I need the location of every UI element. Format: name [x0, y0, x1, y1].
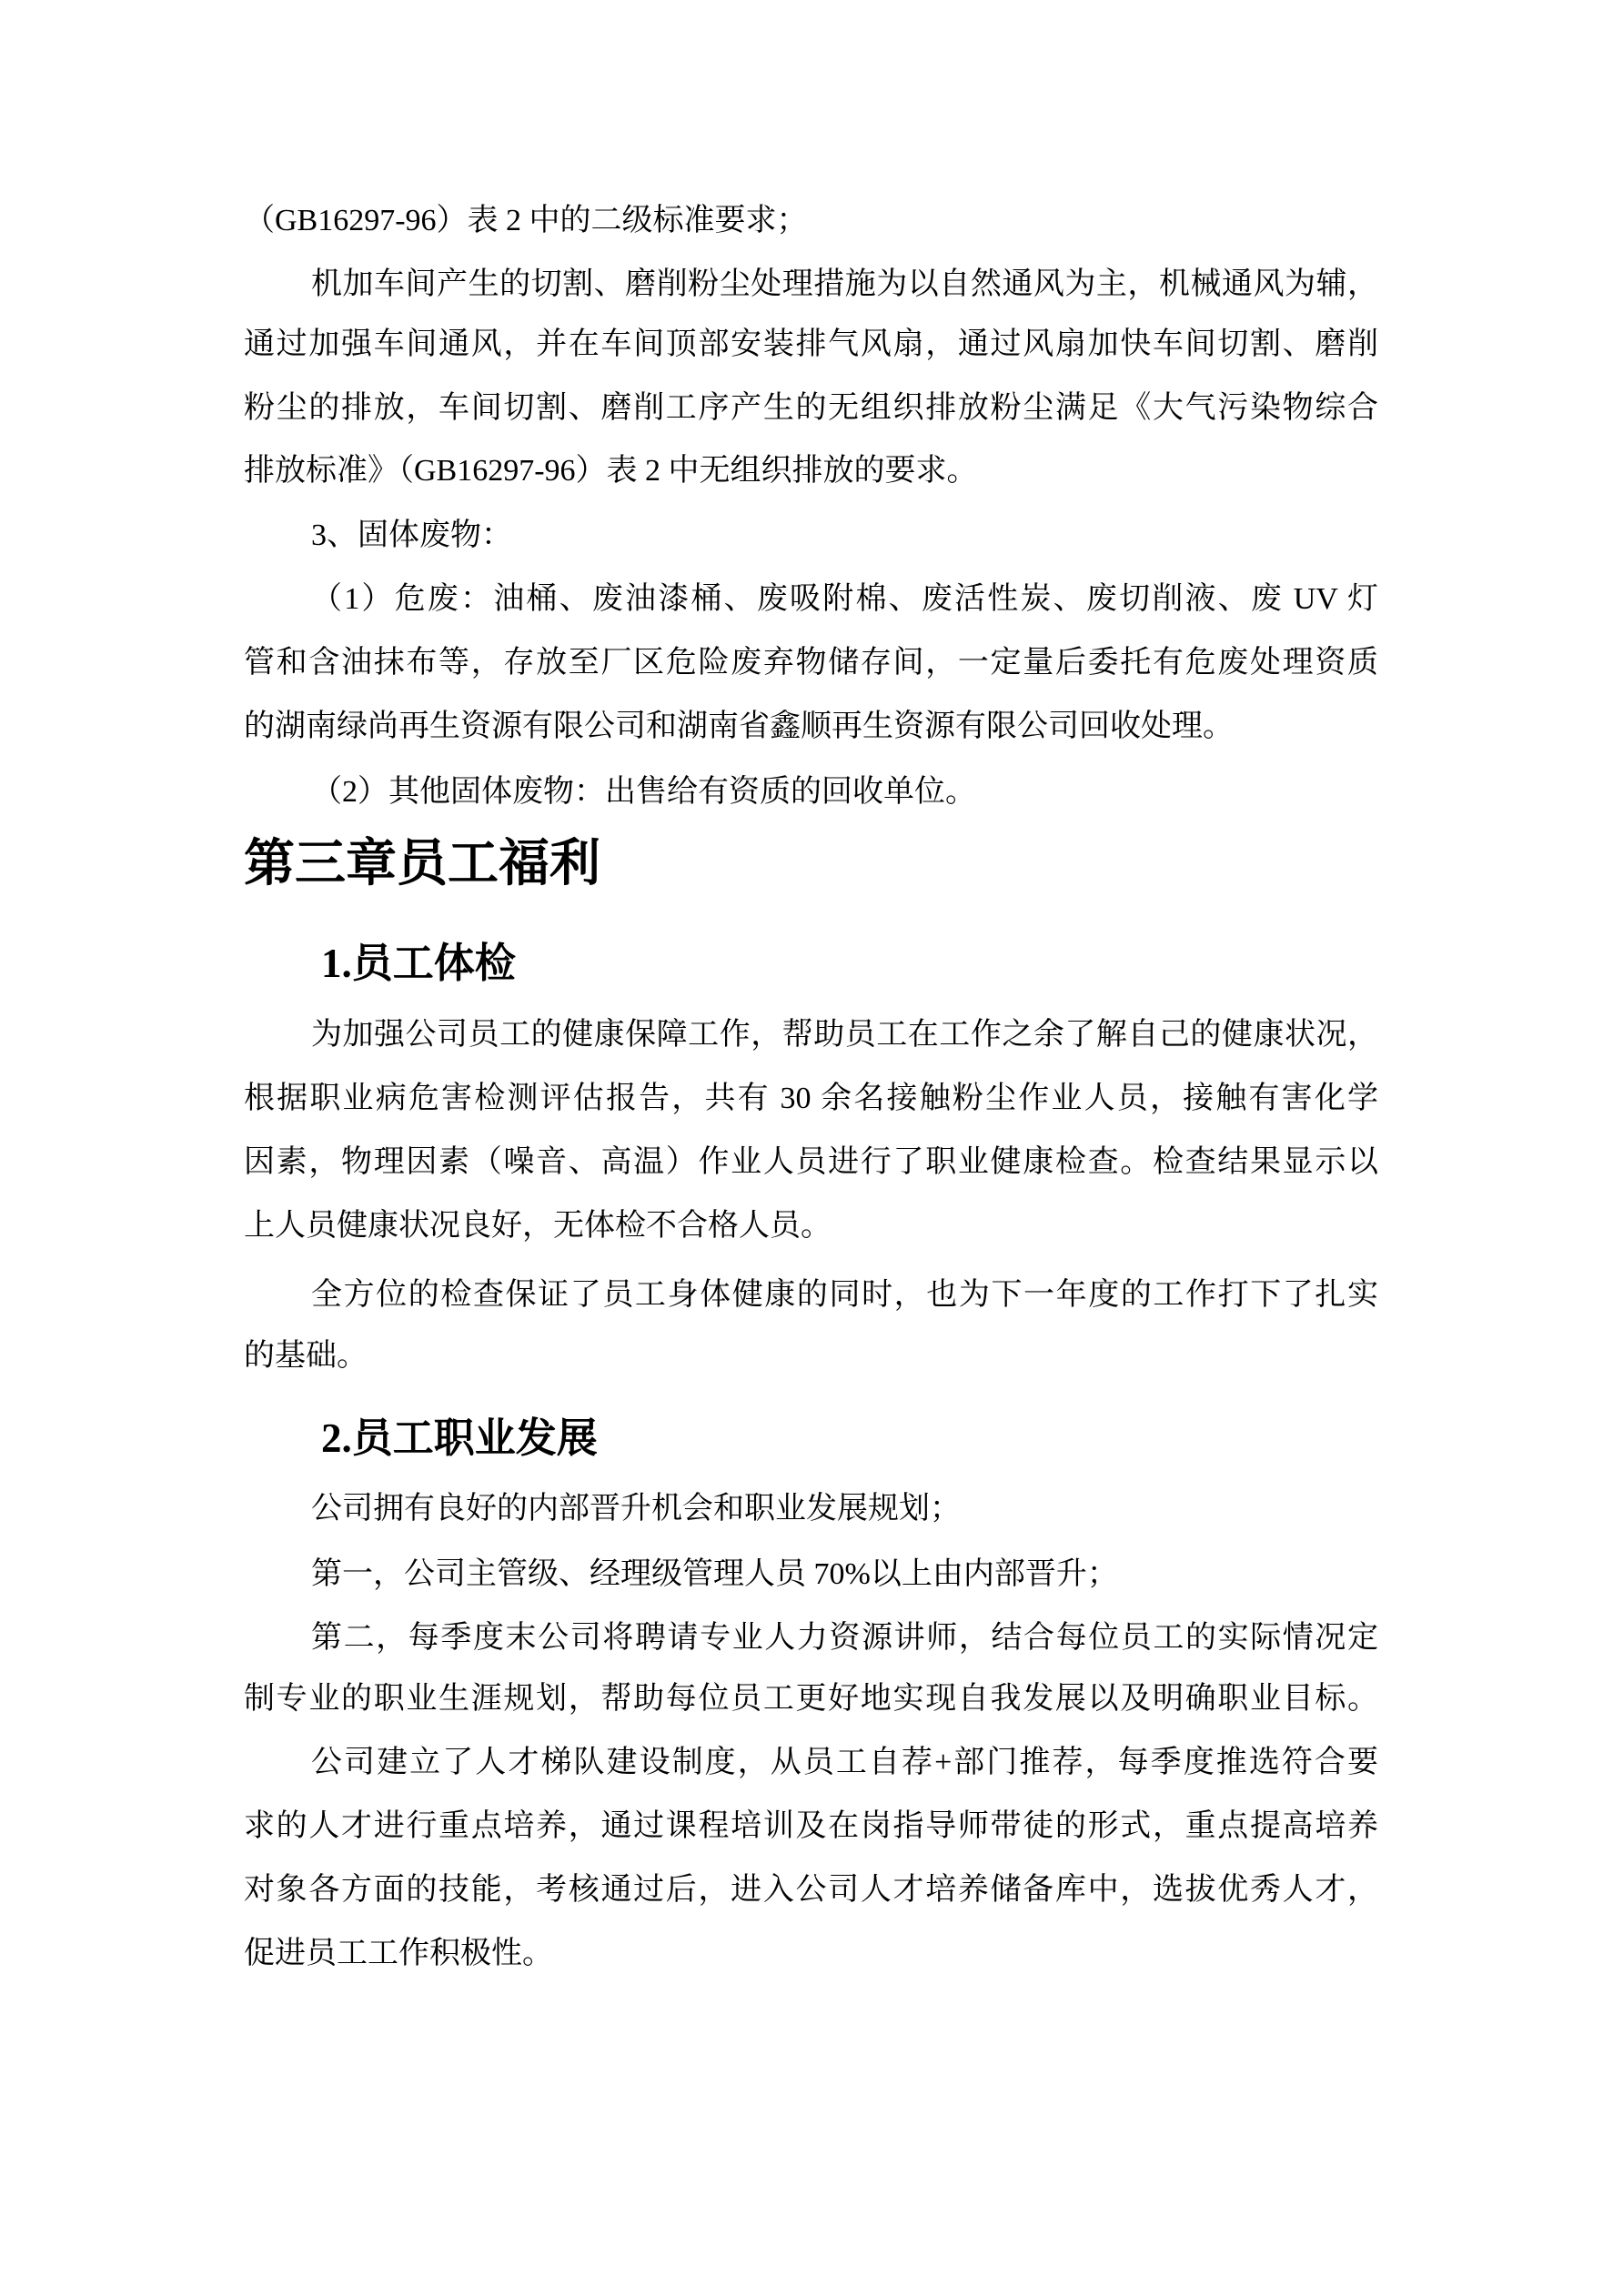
paragraph-line: （GB16297-96）表 2 中的二级标准要求；: [244, 204, 808, 237]
paragraph-line: 管和含油抹布等，存放至厂区危险废弃物储存间，一定量后委托有危废处理资质: [244, 646, 1378, 680]
paragraph-line: 公司拥有良好的内部晋升机会和职业发展规划；: [311, 1492, 961, 1526]
list-item-solid-waste: 3、固体废物：: [311, 519, 512, 552]
paragraph-line: 全方位的检查保证了员工身体健康的同时，也为下一年度的工作打下了扎实: [311, 1278, 1378, 1312]
chapter-heading: 第三章员工福利: [244, 836, 600, 892]
paragraph-line: （2）其他固体废物：出售给有资质的回收单位。: [311, 775, 976, 809]
paragraph-line: 公司建立了人才梯队建设制度，从员工自荐+部门推荐，每季度推选符合要: [311, 1746, 1378, 1779]
paragraph-line: 排放标准》（GB16297-96）表 2 中无组织排放的要求。: [244, 454, 978, 488]
paragraph-line: 为加强公司员工的健康保障工作，帮助员工在工作之余了解自己的健康状况，: [311, 1018, 1378, 1052]
paragraph-line: 制专业的职业生涯规划，帮助每位员工更好地实现自我发展以及明确职业目标。: [244, 1682, 1378, 1716]
paragraph-line: 第一，公司主管级、经理级管理人员 70%以上由内部晋升；: [311, 1557, 1118, 1591]
paragraph-line: 第二，每季度末公司将聘请专业人力资源讲师，结合每位员工的实际情况定: [311, 1621, 1378, 1655]
paragraph-line: 上人员健康状况良好，无体检不合格人员。: [244, 1209, 832, 1243]
paragraph-line: 求的人才进行重点培养，通过课程培训及在岗指导师带徒的形式，重点提高培养: [244, 1809, 1378, 1843]
section-heading-career-development: 2.员工职业发展: [321, 1415, 598, 1461]
paragraph-line: 粉尘的排放，车间切割、磨削工序产生的无组织排放粉尘满足《大气污染物综合: [244, 391, 1378, 425]
paragraph-line: 的基础。: [244, 1339, 368, 1373]
paragraph-line: 机加车间产生的切割、磨削粉尘处理措施为以自然通风为主，机械通风为辅，: [311, 267, 1378, 301]
paragraph-line: （1）危废：油桶、废油漆桶、废吸附棉、废活性炭、废切削液、废 UV 灯: [311, 582, 1378, 616]
paragraph-line: 的湖南绿尚再生资源有限公司和湖南省鑫顺再生资源有限公司回收处理。: [244, 710, 1234, 743]
paragraph-line: 因素，物理因素（噪音、高温）作业人员进行了职业健康检查。检查结果显示以: [244, 1145, 1378, 1179]
paragraph-line: 根据职业病危害检测评估报告，共有 30 余名接触粉尘作业人员，接触有害化学: [244, 1082, 1378, 1115]
paragraph-line: 促进员工工作积极性。: [244, 1937, 553, 1970]
paragraph-line: 通过加强车间通风，并在车间顶部安装排气风扇，通过风扇加快车间切割、磨削: [244, 327, 1378, 361]
section-heading-employee-checkup: 1.员工体检: [321, 941, 516, 986]
paragraph-line: 对象各方面的技能，考核通过后，进入公司人才培养储备库中，选拔优秀人才，: [244, 1873, 1378, 1907]
